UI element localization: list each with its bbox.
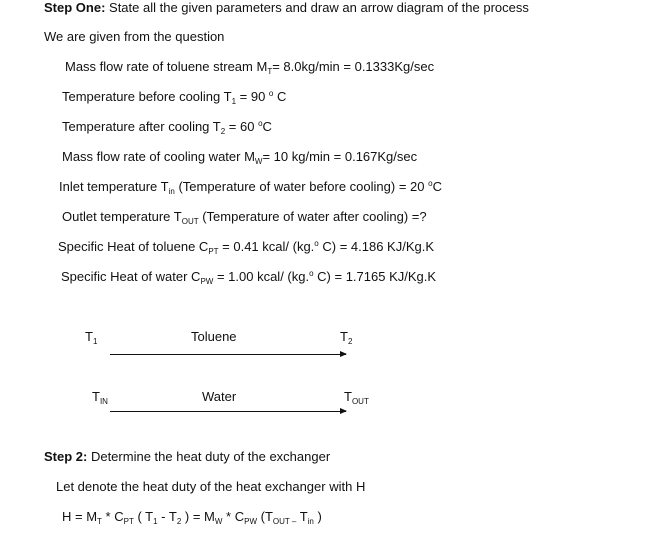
param-temp-after-value: = 60 [225, 119, 259, 134]
unit: C [273, 89, 287, 104]
param-inlet-temp-value: (Temperature of water before cooling) = 20 [174, 179, 429, 194]
eq-part: H = M [62, 509, 98, 524]
unit: C) = 4.186 KJ/Kg.K [318, 239, 435, 254]
degree-sup: o [309, 269, 314, 278]
diagram-tout-label [344, 389, 369, 405]
param-outlet-temp [62, 209, 427, 225]
toluene-flow-arrow [110, 354, 346, 355]
eq-part: (T [257, 509, 273, 524]
t-symbol: T [344, 389, 352, 404]
param-temp-before-label: Temperature before cooling T [62, 89, 232, 104]
subscript: IN [99, 397, 108, 406]
subscript: OUT – [272, 517, 297, 526]
step2-line [44, 449, 330, 465]
unit: C [262, 119, 272, 134]
subscript: W [214, 517, 223, 526]
eq-part: ) [313, 509, 322, 524]
unit: C) = 1.7165 KJ/Kg.K [313, 269, 437, 284]
subscript: PW [200, 277, 214, 286]
water-flow-arrow [110, 411, 346, 412]
eq-part: ( T [133, 509, 154, 524]
param-temp-after-label: Temperature after cooling T [62, 119, 221, 134]
param-cp-water-label: Specific Heat of water C [61, 269, 201, 284]
diagram-t2-label [340, 329, 352, 345]
subscript: in [307, 517, 314, 526]
param-cp-water-value: = 1.00 kcal/ (kg. [213, 269, 310, 284]
let-text: Let denote the heat duty of the heat exchanger with H [56, 479, 366, 494]
subscript: PT [123, 517, 134, 526]
subscript: 1 [92, 337, 98, 346]
step1-text: State all the given parameters and draw an arrow diagram of the process [105, 0, 529, 15]
degree-sup: o [268, 89, 274, 98]
subscript: 2 [220, 127, 226, 136]
diagram-toluene-label: Toluene [191, 329, 237, 344]
eq-part: * C [222, 509, 245, 524]
subscript: W [254, 157, 263, 166]
param-outlet-temp-value: (Temperature of water after cooling) =? [198, 209, 427, 224]
t-symbol: T [340, 329, 348, 344]
eq-part: ) = M [181, 509, 215, 524]
param-inlet-temp-label: Inlet temperature T [59, 179, 169, 194]
param-water-flow [62, 149, 417, 165]
param-cp-water [61, 269, 436, 285]
param-cp-toluene-label: Specific Heat of toluene C [58, 239, 209, 254]
step1-heading: Step One: [44, 0, 106, 15]
degree-sup: o [428, 179, 433, 188]
param-water-flow-value: = 10 kg/min = 0.167Kg/sec [262, 149, 418, 164]
step2-heading: Step 2: [44, 449, 88, 464]
param-temp-before-value: = 90 [236, 89, 269, 104]
subscript: T [97, 517, 102, 526]
degree-sup: o [258, 119, 263, 128]
subscript: PW [244, 517, 257, 526]
param-cp-toluene [58, 239, 434, 255]
param-toluene-flow-value: = 8.0kg/min = 0.1333Kg/sec [272, 59, 435, 74]
t-symbol: T [85, 329, 93, 344]
diagram-t1-label [85, 329, 97, 345]
heat-duty-equation [62, 509, 322, 525]
subscript: 2 [347, 337, 353, 346]
eq-part: - T [157, 509, 177, 524]
intro-text: We are given from the question [44, 29, 225, 44]
param-toluene-flow-label: Mass flow rate of toluene stream M [65, 59, 268, 74]
eq-part: * C [101, 509, 124, 524]
eq-part: T [296, 509, 308, 524]
subscript: OUT [351, 397, 369, 406]
subscript: OUT [181, 217, 199, 226]
degree-sup: o [314, 239, 319, 248]
subscript: 2 [176, 517, 182, 526]
subscript: 1 [231, 97, 237, 106]
subscript: T [267, 67, 273, 76]
param-toluene-flow [65, 59, 434, 75]
param-temp-before [62, 89, 286, 105]
param-cp-toluene-value: = 0.41 kcal/ (kg. [218, 239, 315, 254]
t-symbol: T [92, 389, 100, 404]
param-outlet-temp-label: Outlet temperature T [62, 209, 182, 224]
subscript: 1 [153, 517, 158, 526]
step2-text: Determine the heat duty of the exchanger [87, 449, 331, 464]
param-water-flow-label: Mass flow rate of cooling water M [62, 149, 255, 164]
subscript: in [168, 187, 175, 196]
subscript: PT [208, 247, 219, 256]
diagram-water-label: Water [202, 389, 237, 404]
diagram-tin-label [92, 389, 108, 405]
param-temp-after [62, 119, 272, 135]
step1-line [44, 0, 529, 16]
unit: C [432, 179, 442, 194]
param-inlet-temp [59, 179, 442, 195]
